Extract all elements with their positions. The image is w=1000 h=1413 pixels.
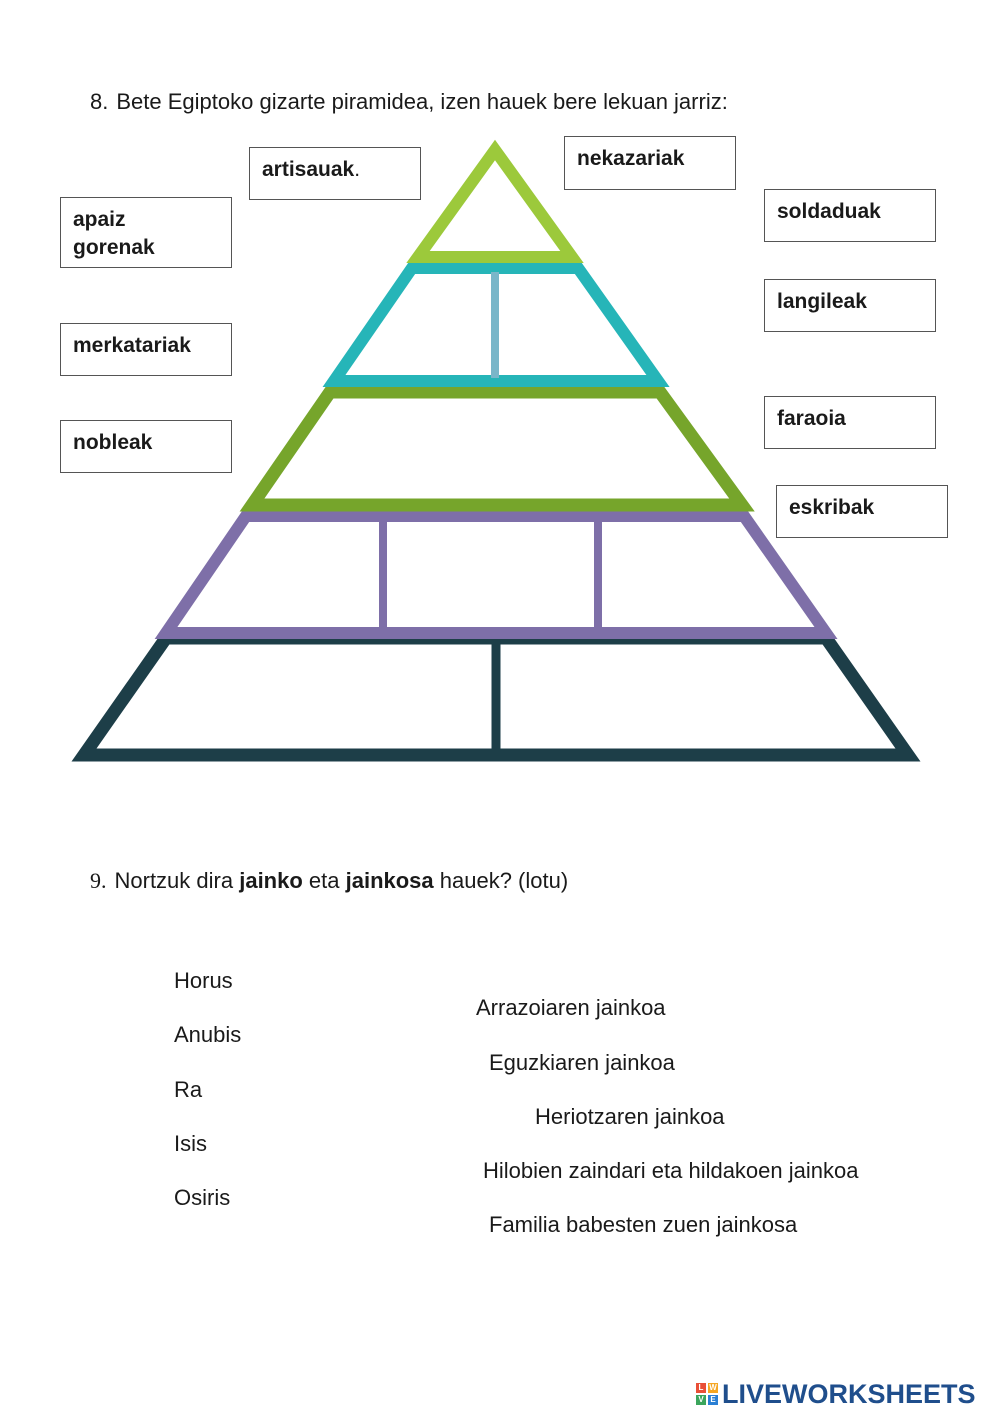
label-eskribak-text: eskribak — [789, 496, 875, 519]
label-nekazariak[interactable] — [564, 136, 736, 190]
god-item[interactable]: Ra — [174, 1077, 203, 1102]
description-item[interactable]: Familia babesten zuen jainkosa — [489, 1212, 798, 1237]
god-item[interactable]: Osiris — [174, 1185, 231, 1210]
label-apaiz-gorenak[interactable] — [60, 197, 232, 268]
label-nekazariak-text: nekazariak — [577, 147, 685, 170]
question-9-title — [90, 868, 568, 894]
question-9-text-before: Nortzuk dira — [114, 868, 240, 893]
label-faraoia[interactable] — [764, 396, 936, 449]
question-9-bold-jainko: jainko — [239, 868, 303, 893]
question-8-number: 8. — [90, 89, 109, 114]
label-soldaduak[interactable] — [764, 189, 936, 242]
god-item[interactable]: Horus — [174, 968, 233, 993]
description-item[interactable]: Arrazoiaren jainkoa — [476, 995, 666, 1020]
god-item[interactable]: Anubis — [174, 1022, 242, 1047]
label-apaiz-line1: apaiz — [73, 208, 126, 231]
label-artisauak[interactable] — [249, 147, 421, 200]
label-eskribak[interactable] — [776, 485, 948, 538]
pyramid-level-4 — [166, 516, 826, 633]
question-8-text: Bete Egiptoko gizarte piramidea, izen hauek bere lekuan jarriz: — [116, 89, 728, 114]
liveworksheets-logo-text: LIVEWORKSHEETS — [722, 1378, 976, 1409]
pyramid-level-1 — [418, 150, 572, 257]
label-merkatariak-text: merkatariak — [73, 334, 191, 357]
question-9-bold-jainkosa: jainkosa — [345, 868, 434, 893]
logo-mark-cell: L — [696, 1383, 706, 1393]
pyramid-level-3 — [252, 392, 742, 505]
question-9-text-middle: eta — [302, 868, 346, 893]
label-artisauak-dot: . — [354, 158, 361, 181]
description-item[interactable]: Eguzkiaren jainkoa — [489, 1050, 675, 1075]
label-artisauak-text: artisauak — [262, 158, 355, 181]
description-item[interactable]: Hilobien zaindari eta hildakoen jainkoa — [483, 1158, 859, 1183]
label-nobleak[interactable] — [60, 420, 232, 473]
liveworksheets-logo-icon — [696, 1383, 718, 1405]
label-langileak[interactable] — [764, 279, 936, 332]
logo-mark-cell: W — [709, 1383, 717, 1392]
question-9-text-after: hauek? (lotu) — [433, 868, 569, 893]
question-9-number: 9. — [90, 868, 107, 893]
label-langileak-text: langileak — [777, 290, 867, 313]
god-item[interactable]: Isis — [174, 1131, 207, 1156]
label-faraoia-text: faraoia — [777, 407, 846, 430]
description-item[interactable]: Heriotzaren jainkoa — [535, 1104, 725, 1129]
label-nobleak-text: nobleak — [73, 431, 153, 454]
liveworksheets-logo — [696, 1377, 976, 1411]
label-soldaduak-text: soldaduak — [777, 200, 881, 223]
logo-mark-cell: E — [708, 1395, 718, 1405]
label-merkatariak[interactable] — [60, 323, 232, 376]
label-apaiz-line2: gorenak — [73, 236, 155, 259]
logo-mark-cell: V — [696, 1395, 706, 1405]
